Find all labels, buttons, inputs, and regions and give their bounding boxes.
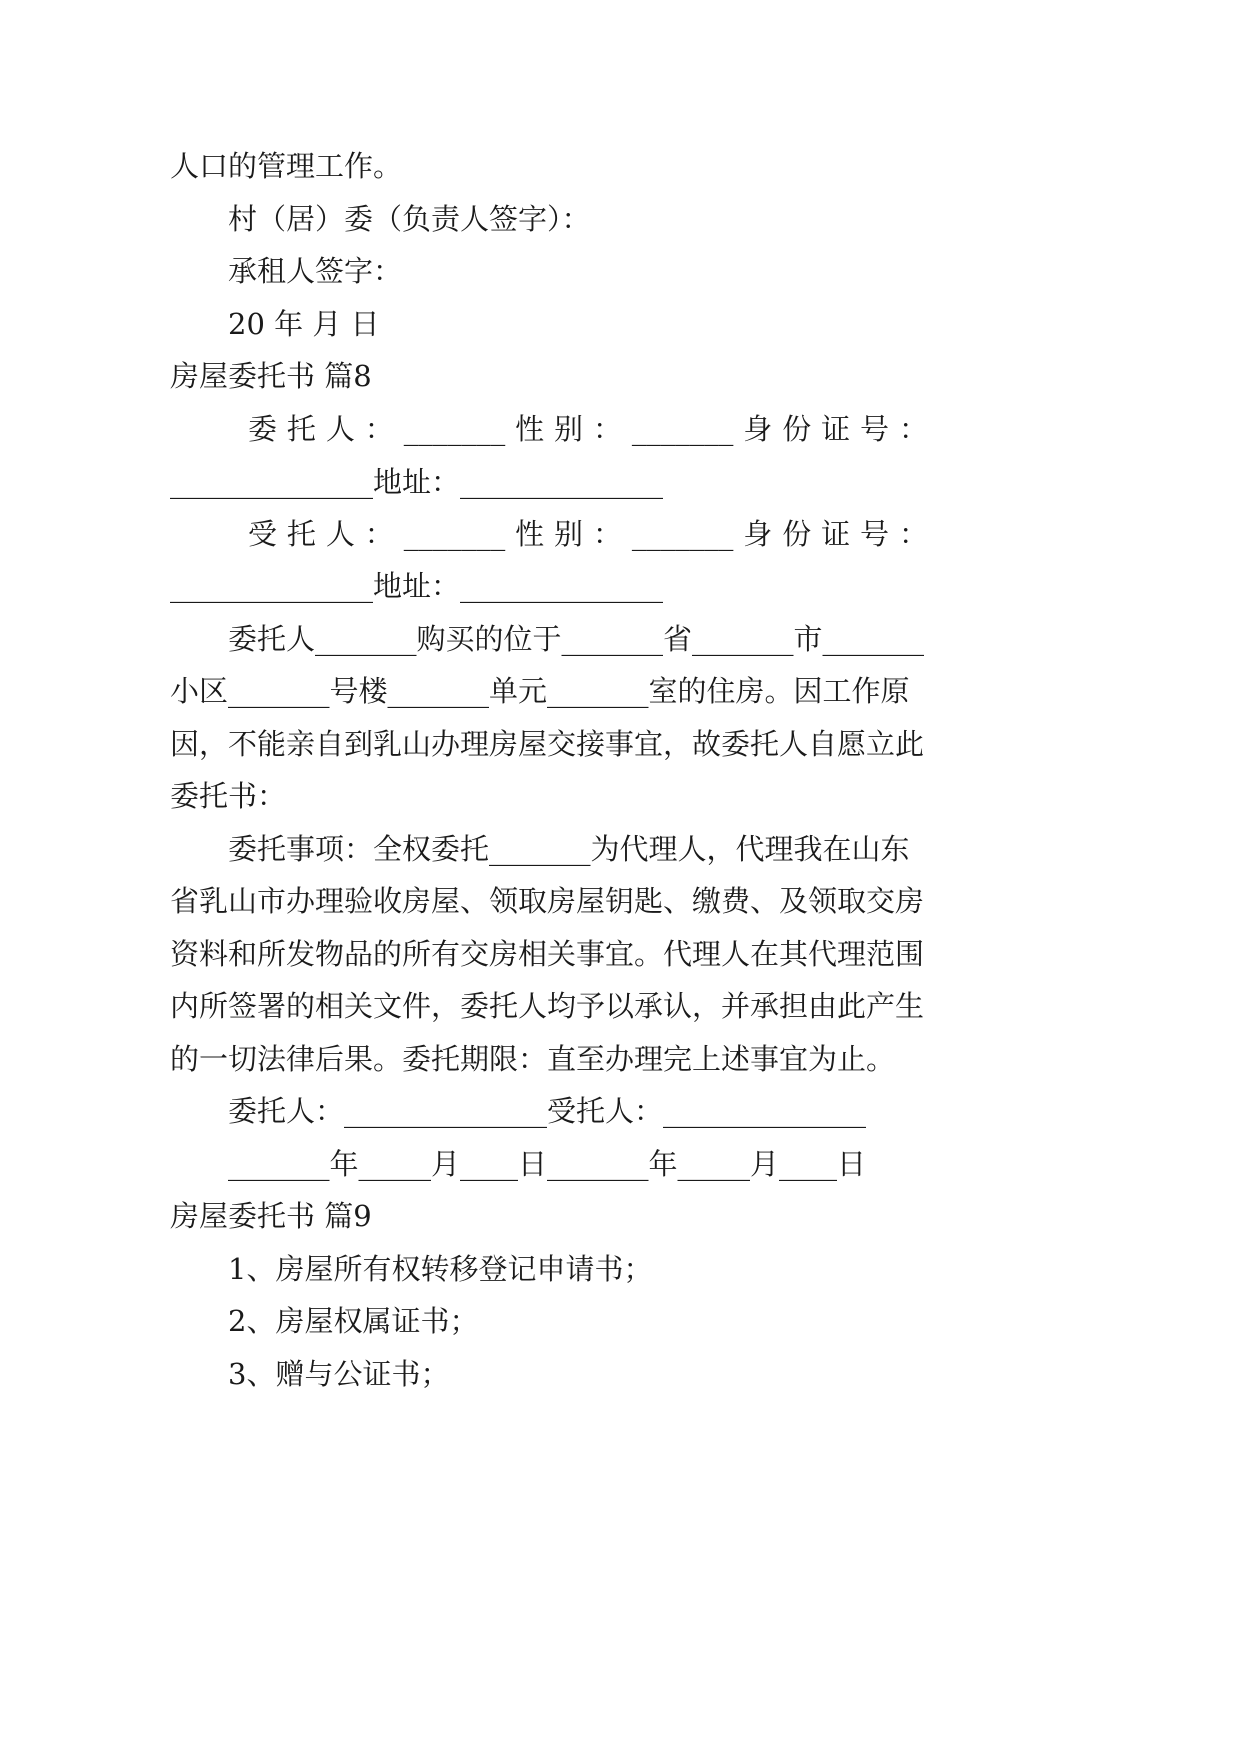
- principal-row-cell: 人: [325, 412, 355, 446]
- agent-row-cell: ：: [364, 517, 394, 551]
- agent-row-cell: _______: [631, 517, 734, 551]
- paragraph-line: 委托书：: [170, 779, 287, 813]
- paragraph-line: 资料和所发物品的所有交房相关事宜。代理人在其代理范围: [170, 937, 925, 971]
- text-line: 20 年 月 日: [228, 307, 380, 341]
- principal-row-cell: 委: [248, 412, 278, 446]
- text-line: 村（居）委（负责人签字）：: [228, 202, 591, 236]
- principal-row-cell: ：: [898, 412, 928, 446]
- paragraph-line: 因，不能亲自到乳山办理房屋交接事宜，故委托人自愿立此: [170, 727, 925, 761]
- agent-row-cell: 人: [325, 517, 355, 551]
- principal-row-cell: ：: [592, 412, 622, 446]
- signature-line: 委托人：______________受托人：______________: [228, 1094, 867, 1128]
- list-item: 1、房屋所有权转移登记申请书；: [228, 1252, 653, 1286]
- agent-row-cell: ：: [592, 517, 622, 551]
- agent-row-cell: 份: [782, 517, 812, 551]
- principal-row-cell: 份: [782, 412, 812, 446]
- paragraph-line: 小区_______号楼_______单元_______室的住房。因工作原: [170, 674, 910, 708]
- principal-row-cell: ：: [364, 412, 394, 446]
- section-heading: 房屋委托书 篇8: [170, 359, 372, 393]
- agent-row-cell: 受: [248, 517, 278, 551]
- principal-row-cell: 别: [554, 412, 584, 446]
- list-item: 2、房屋权属证书；: [228, 1304, 479, 1338]
- principal-row-cell: 身: [743, 412, 773, 446]
- agent-row: [248, 514, 928, 554]
- principal-row-cell: 号: [860, 412, 890, 446]
- paragraph-line: 内所签署的相关文件，委托人均予以承认，并承担由此产生: [170, 989, 925, 1023]
- principal-row-cell: 性: [515, 412, 545, 446]
- paragraph-line: 委托事项：全权委托_______为代理人，代理我在山东: [228, 832, 910, 866]
- agent-row-cell: 证: [821, 517, 851, 551]
- agent-row-cell: 托: [286, 517, 316, 551]
- list-item: 3、赠与公证书；: [228, 1357, 450, 1391]
- text-line: 人口的管理工作。: [170, 149, 403, 183]
- principal-row: [248, 409, 928, 449]
- principal-row-cell: 证: [821, 412, 851, 446]
- principal-row-cell: _______: [403, 412, 506, 446]
- agent-row-cell: 号: [860, 517, 890, 551]
- agent-row-cell: 别: [554, 517, 584, 551]
- agent-row-cell: 身: [743, 517, 773, 551]
- principal-row-cell: 托: [286, 412, 316, 446]
- agent-row-cell: 性: [515, 517, 545, 551]
- section-heading: 房屋委托书 篇9: [170, 1199, 372, 1233]
- principal-row-cell: _______: [631, 412, 734, 446]
- paragraph-line: 委托人_______购买的位于_______省_______市_______: [228, 622, 925, 656]
- paragraph-line: 的一切法律后果。委托期限：直至办理完上述事宜为止。: [170, 1042, 896, 1076]
- paragraph-line: 省乳山市办理验收房屋、领取房屋钥匙、缴费、及领取交房: [170, 884, 925, 918]
- date-line: _______年_____月____日_______年_____月____日: [228, 1147, 867, 1181]
- agent-row-cell: ：: [898, 517, 928, 551]
- text-line: ______________地址：______________: [170, 569, 664, 603]
- text-line: ______________地址：______________: [170, 465, 664, 499]
- text-line: 承租人签字：: [228, 254, 403, 288]
- agent-row-cell: _______: [403, 517, 506, 551]
